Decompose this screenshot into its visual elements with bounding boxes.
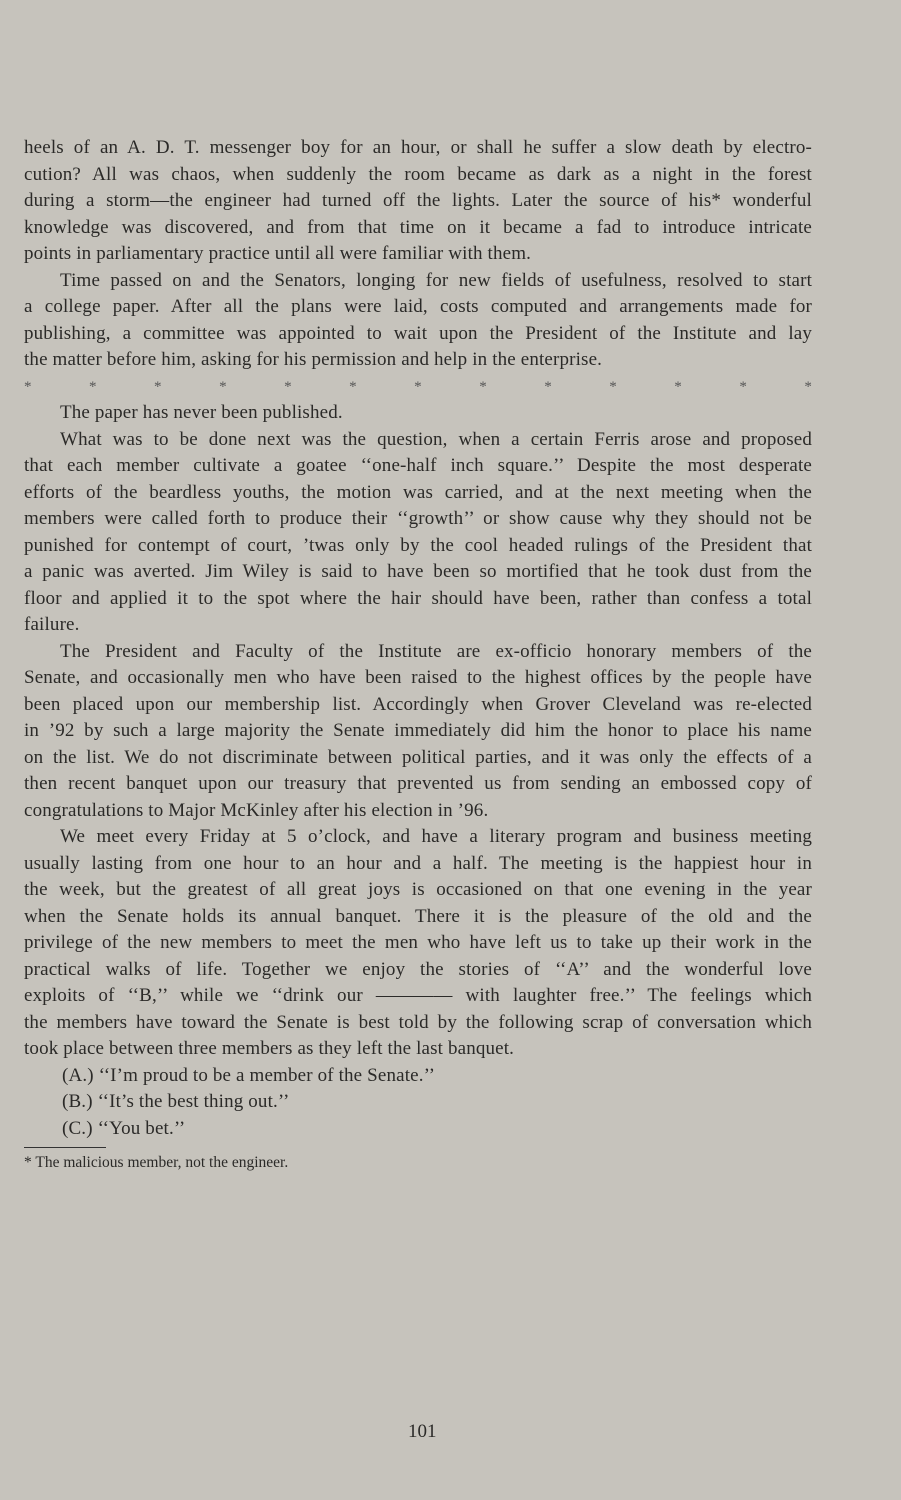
text-line: Time passed on and the Senators, longing for new fields of usefulness, resolved to start <box>60 269 812 291</box>
text-line: punished for contempt of court, ’twas only by the cool headed rulings of the President that <box>24 534 812 556</box>
dialogue-line: (A.) ‘‘I’m proud to be a member of the Senate.’’ <box>62 1064 436 1086</box>
text-line: a panic was averted. Jim Wiley is said to have been so mortified that he took dust from the <box>24 561 812 582</box>
dialogue-line: (B.) ‘‘It’s the best thing out.’’ <box>62 1091 290 1112</box>
text-line: practical walks of life. Together we enjoy the stories of ‘‘A’’ and the wonderful love <box>24 958 812 980</box>
dialogue-line: (C.) ‘‘You bet.’’ <box>62 1117 186 1139</box>
text-line: a college paper. After all the plans were laid, costs computed and arrangements made for <box>24 296 812 317</box>
text-line: We meet every Friday at 5 o’clock, and have a literary program and business meeting <box>60 826 812 847</box>
text-line: during a storm—the engineer had turned off the lights. Later the source of his* wonderful <box>24 190 812 211</box>
text-line: publishing, a committee was appointed to wait upon the President of the Institute and lay <box>24 322 812 344</box>
text-line: knowledge was discovered, and from that time on it became a fad to introduce intricate <box>24 216 812 238</box>
paragraph <box>24 400 812 427</box>
paragraph <box>24 135 812 268</box>
text-line: when the Senate holds its annual banquet. There it is the pleasure of the old and the <box>24 905 812 927</box>
text-line: The President and Faculty of the Institute are ex-officio honorary members of the <box>60 640 812 662</box>
text-line: cution? All was chaos, when suddenly the room became as dark as a night in the forest <box>24 163 812 185</box>
page-number: 101 <box>408 1421 437 1442</box>
body-text <box>24 135 812 1142</box>
text-line: usually lasting from one hour to an hour and a half. The meeting is the happiest hour in <box>24 852 812 874</box>
text-line: efforts of the beardless youths, the motion was carried, and at the next meeting when the <box>24 481 812 503</box>
text-line: on the list. We do not discriminate between political parties, and it was only the effects of a <box>24 746 812 768</box>
text-line: * * * * * * * * * * * * * <box>24 378 812 395</box>
text-line: took place between three members as they left the last banquet. <box>24 1038 515 1059</box>
text-line: members were called forth to produce their ‘‘growth’’ or show cause why they should not be <box>24 508 812 529</box>
text-line: heels of an A. D. T. messenger boy for an hour, or shall he suffer a slow death by electro- <box>24 137 812 158</box>
text-line: exploits of ‘‘B,’’ while we ‘‘drink our ———— with laughter free.’’ The feelings which <box>24 985 812 1006</box>
text-line: congratulations to Major McKinley after his election in ’96. <box>24 799 489 821</box>
section-break <box>24 374 812 401</box>
text-line: that each member cultivate a goatee ‘‘one-half inch square.’’ Despite the most desperate <box>24 455 812 476</box>
text-line: points in parliamentary practice until all were familiar with them. <box>24 243 532 264</box>
paragraph <box>24 268 812 374</box>
paragraph <box>24 824 812 1063</box>
paragraph <box>24 639 812 825</box>
text-line: the members have toward the Senate is best told by the following scrap of conversation which <box>24 1011 812 1033</box>
footnote: * The malicious member, not the engineer. <box>24 1154 289 1171</box>
text-line: the matter before him, asking for his permission and help in the enterprise. <box>24 349 603 370</box>
text-line: failure. <box>24 614 80 635</box>
text-line: the week, but the greatest of all great joys is occasioned on that one evening in the year <box>24 879 812 900</box>
paragraph <box>24 427 812 639</box>
text-line: What was to be done next was the question, when a certain Ferris arose and proposed <box>60 428 812 450</box>
text-line: floor and applied it to the spot where the hair should have been, rather than confess a total <box>24 587 812 609</box>
footnote-divider <box>24 1147 106 1148</box>
text-line: then recent banquet upon our treasury that prevented us from sending an embossed copy of <box>24 773 812 794</box>
text-line: privilege of the new members to meet the men who have left us to take up their work in the <box>24 932 812 953</box>
text-line: Senate, and occasionally men who have been raised to the highest offices by the people have <box>24 667 812 688</box>
text-line: been placed upon our membership list. Accordingly when Grover Cleveland was re-elected <box>24 693 812 715</box>
text-line: The paper has never been published. <box>60 402 343 423</box>
dialogue <box>24 1063 812 1143</box>
text-line: in ’92 by such a large majority the Senate immediately did him the honor to place his name <box>24 720 812 741</box>
